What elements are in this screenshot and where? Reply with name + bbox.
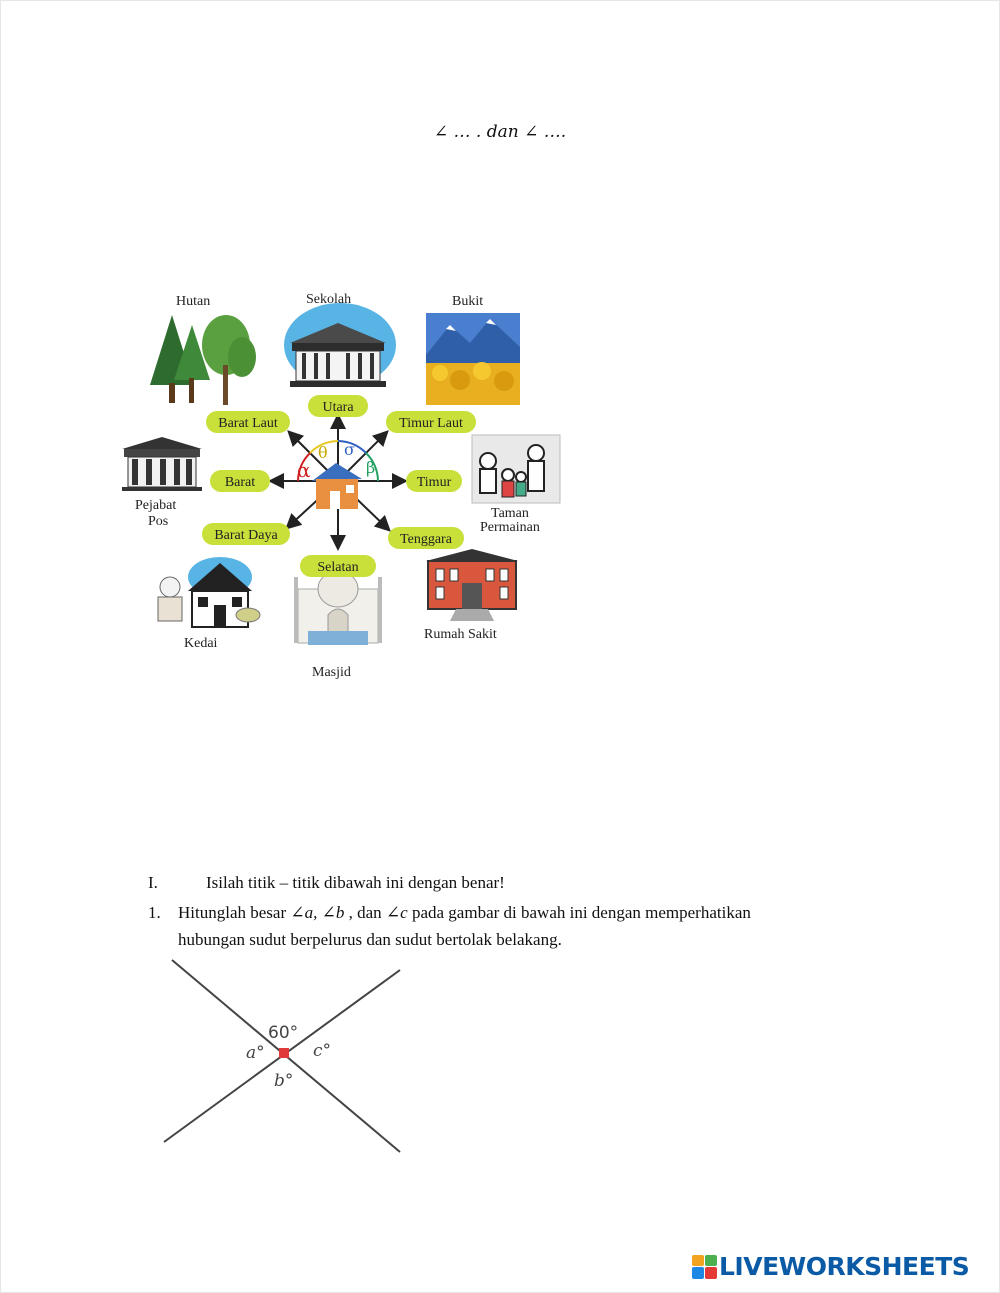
intersecting-lines-diagram xyxy=(150,950,420,1160)
angle-theta: θ xyxy=(318,443,328,462)
school-icon xyxy=(284,303,396,387)
question-text-before: Hitunglah besar xyxy=(178,903,291,922)
house-icon xyxy=(312,463,362,509)
section-instruction: Isilah titik – titik dibawah ini dengan benar! xyxy=(206,873,505,892)
brand-icon xyxy=(692,1255,716,1279)
hill-icon xyxy=(426,313,520,405)
label-pejabat-1: Pejabat xyxy=(135,498,177,513)
angle-c-label: c° xyxy=(313,1041,332,1061)
hospital-icon xyxy=(426,549,518,621)
pill-barat-daya: Barat Daya xyxy=(214,528,278,543)
label-bukit: Bukit xyxy=(452,294,484,309)
known-angle-label: 60° xyxy=(268,1023,299,1043)
post-office-icon xyxy=(122,437,202,491)
pill-timur: Timur xyxy=(416,475,452,490)
angle-sigma: σ xyxy=(344,440,355,459)
pill-barat-laut: Barat Laut xyxy=(218,416,278,431)
shop-icon xyxy=(158,557,260,627)
playground-icon xyxy=(472,435,560,503)
brand-name: LIVEWORKSHEETS xyxy=(719,1252,970,1281)
label-rumah-sakit: Rumah Sakit xyxy=(424,627,497,642)
question-line-2: hubungan sudut berpelurus dan sudut bertolak belakang. xyxy=(178,930,562,949)
label-hutan: Hutan xyxy=(176,294,211,309)
pill-timur-laut: Timur Laut xyxy=(399,416,463,431)
angle-a-label: a° xyxy=(246,1043,265,1063)
label-sekolah: Sekolah xyxy=(306,292,352,307)
question-angles-ab: ∠a, ∠b xyxy=(290,903,345,922)
question-text-after: pada gambar di bawah ini dengan memperhatikan xyxy=(407,903,751,922)
section-heading xyxy=(148,873,505,893)
pill-selatan: Selatan xyxy=(317,560,359,575)
question-1 xyxy=(148,899,868,953)
section-number: I. xyxy=(148,873,158,892)
angle-beta: β xyxy=(366,458,376,477)
label-kedai: Kedai xyxy=(184,636,218,651)
angle-prompt: ∠ … . dan ∠ …. xyxy=(433,122,567,142)
label-taman-1: Taman xyxy=(491,506,529,521)
compass-diagram xyxy=(110,285,570,685)
intersection-point xyxy=(279,1048,289,1058)
pill-utara: Utara xyxy=(322,400,354,415)
angle-b-label: b° xyxy=(274,1071,294,1091)
question-angle-c: ∠c xyxy=(385,903,408,922)
question-text-mid: , dan xyxy=(344,903,386,922)
angle-alpha: α xyxy=(297,458,311,482)
question-text xyxy=(178,899,868,953)
liveworksheets-logo[interactable] xyxy=(692,1252,969,1281)
forest-icon xyxy=(150,315,256,405)
label-pejabat-2: Pos xyxy=(148,514,169,529)
pill-tenggara: Tenggara xyxy=(400,532,452,547)
label-taman-2: Permainan xyxy=(480,520,540,535)
question-number: 1. xyxy=(148,903,161,922)
pill-barat: Barat xyxy=(224,475,256,490)
label-masjid: Masjid xyxy=(312,665,351,680)
